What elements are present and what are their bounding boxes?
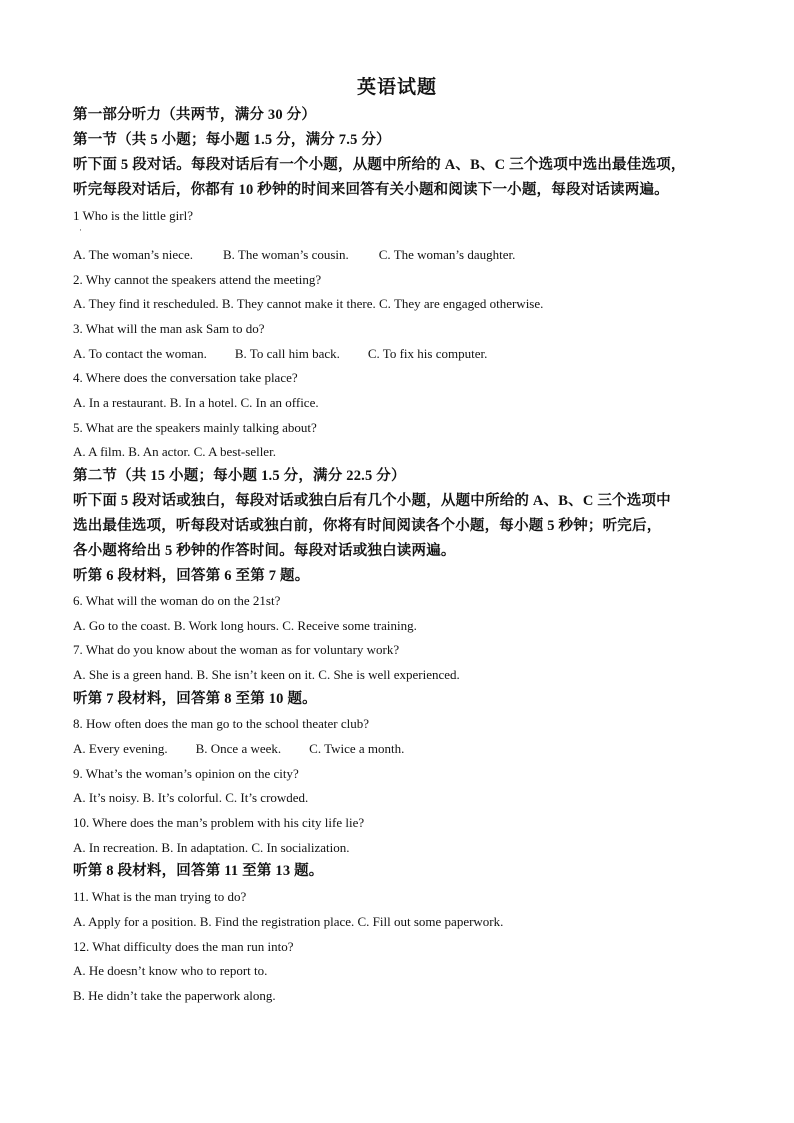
option-a: A. Every evening. <box>73 741 168 756</box>
section-one-instruction-1: 听下面 5 段对话。每段对话后有一个小题，从题中所给的 A、B、C 三个选项中选出最佳选项， <box>73 157 686 173</box>
question-3-options <box>73 346 487 362</box>
question-10-options: A. In recreation. B. In adaptation. C. In socialization. <box>73 840 350 855</box>
question-7-options: A. She is a green hand. B. She isn’t keen on it. C. She is well experienced. <box>73 667 460 682</box>
option-c: C. To fix his computer. <box>367 346 488 361</box>
option-b: B. Once a week. <box>195 741 282 756</box>
question-9-options: A. It’s noisy. B. It’s colorful. C. It’s crowded. <box>73 790 309 805</box>
section-one-instruction-2: 听完每段对话后，你都有 10 秒钟的时间来回答有关小题和阅读下一小题，每段对话读两遍。 <box>73 182 669 198</box>
question-10: 10. Where does the man’s problem with his city life lie? <box>73 815 365 830</box>
question-1-options <box>73 247 515 263</box>
section-two-instruction-1: 听下面 5 段对话或独白，每段对话或独白后有几个小题，从题中所给的 A、B、C 三个选项中 <box>73 493 671 509</box>
question-4-options: A. In a restaurant. B. In a hotel. C. In an office. <box>73 395 319 410</box>
question-2: 2. Why cannot the speakers attend the meeting? <box>73 272 322 287</box>
question-8: 8. How often does the man go to the school theater club? <box>73 716 370 731</box>
question-6: 6. What will the woman do on the 21st? <box>73 593 281 608</box>
question-4: 4. Where does the conversation take place? <box>73 370 298 385</box>
question-12-option-b: B. He didn’t take the paperwork along. <box>73 988 276 1003</box>
part-one-heading: 第一部分听力（共两节，满分 30 分） <box>73 107 317 123</box>
question-11-options: A. Apply for a position. B. Find the registration place. C. Fill out some paperwork. <box>73 914 504 929</box>
material-6-heading: 听第 6 段材料，回答第 6 至第 7 题。 <box>73 568 310 584</box>
question-5: 5. What are the speakers mainly talking about? <box>73 420 317 435</box>
question-11: 11. What is the man trying to do? <box>73 889 247 904</box>
material-8-heading: 听第 8 段材料，回答第 11 至第 13 题。 <box>73 863 324 879</box>
option-a: A. To contact the woman. <box>73 346 207 361</box>
option-b: B. The woman’s cousin. <box>222 247 349 262</box>
question-2-options: A. They find it rescheduled. B. They cannot make it there. C. They are engaged otherwise. <box>73 296 544 311</box>
section-one-heading: 第一节（共 5 小题；每小题 1.5 分，满分 7.5 分） <box>73 132 391 148</box>
section-two-instruction-3: 各小题将给出 5 秒钟的作答时间。每段对话或独白读两遍。 <box>73 543 456 559</box>
question-8-options <box>73 741 404 757</box>
question-12-option-a: A. He doesn’t know who to report to. <box>73 963 268 978</box>
question-9: 9. What’s the woman’s opinion on the city? <box>73 766 299 781</box>
section-two-heading: 第二节（共 15 小题；每小题 1.5 分，满分 22.5 分） <box>73 468 406 484</box>
question-12: 12. What difficulty does the man run into? <box>73 939 294 954</box>
material-7-heading: 听第 7 段材料，回答第 8 至第 10 题。 <box>73 691 317 707</box>
question-6-options: A. Go to the coast. B. Work long hours. C. Receive some training. <box>73 618 417 633</box>
question-3: 3. What will the man ask Sam to do? <box>73 321 265 336</box>
page-title: 英语试题 <box>356 77 437 98</box>
question-7: 7. What do you know about the woman as for voluntary work? <box>73 642 400 657</box>
option-b: B. To call him back. <box>234 346 340 361</box>
question-1: 1 Who is the little girl? <box>73 208 193 223</box>
option-c: C. Twice a month. <box>309 741 405 756</box>
option-a: A. The woman’s niece. <box>73 247 193 262</box>
option-c: C. The woman’s daughter. <box>378 247 516 262</box>
stray-dot-mark: · <box>79 225 82 235</box>
section-two-instruction-2: 选出最佳选项，听每段对话或独白前，你将有时间阅读各个小题，每小题 5 秒钟；听完后， <box>73 518 662 534</box>
question-5-options: A. A film. B. An actor. C. A best-seller. <box>73 444 276 459</box>
